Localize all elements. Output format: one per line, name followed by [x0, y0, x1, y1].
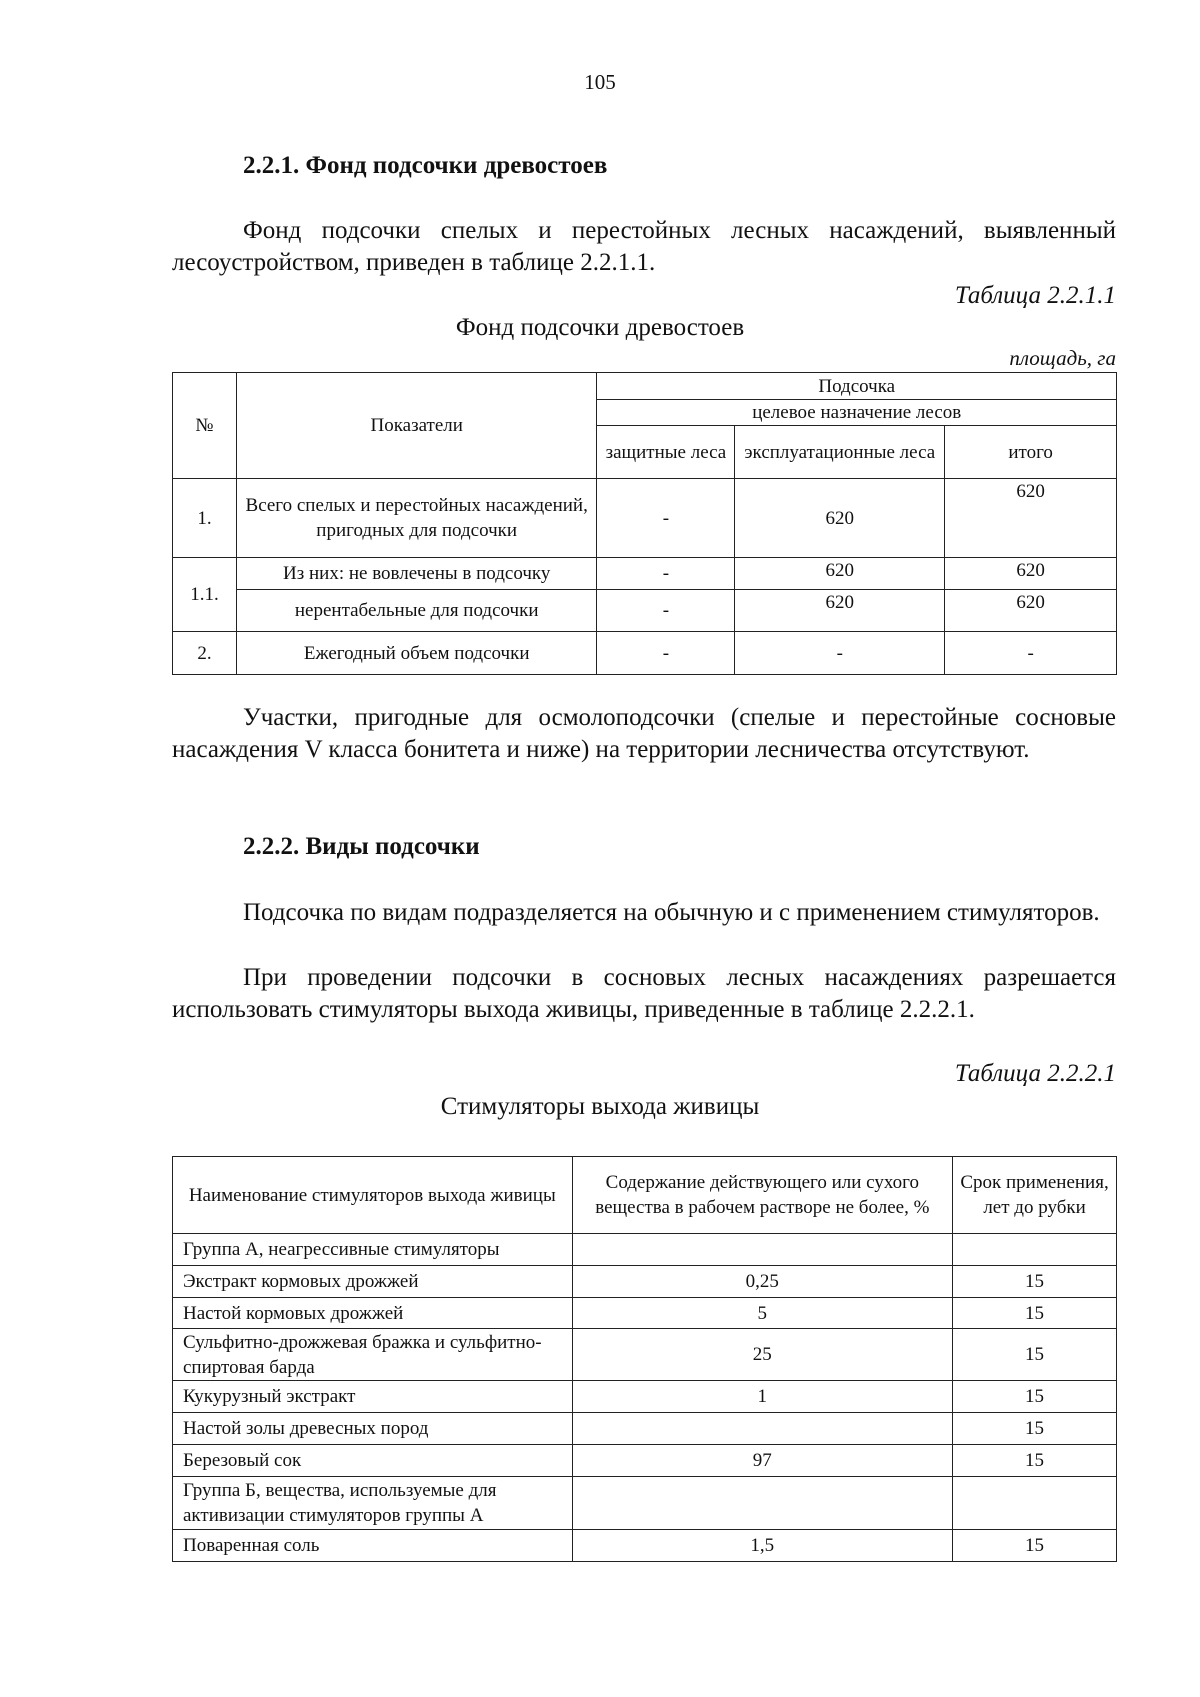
section-heading-2-2-1: 2.2.1. Фонд подсочки древостоев [243, 152, 608, 179]
header-content: Содержание действующего или сухого вещества в рабочем растворе не более, % [572, 1157, 953, 1234]
row-num: 1.1. [173, 558, 237, 632]
header-tapping: Подсочка [597, 373, 1117, 400]
row-total: 620 [945, 558, 1117, 590]
row-num: 2. [173, 632, 237, 675]
table-label-2-2-1-1: Таблица 2.2.1.1 [954, 282, 1116, 309]
row-protective: - [597, 632, 735, 675]
table-row [173, 558, 1117, 590]
table-row [173, 1445, 1117, 1477]
row-total: 620 [945, 479, 1117, 558]
header-stimulator-name: Наименование стимуляторов выхода живицы [173, 1157, 573, 1234]
table-row [173, 1381, 1117, 1413]
row-name: Кукурузный экстракт [173, 1381, 573, 1413]
resin-tapping-paragraph: Участки, пригодные для осмолоподсочки (спелые и перестойные сосновые насаждения V класса бонитета и ниже) на территории лесничества отсутствуют. [172, 704, 1116, 763]
row-name: Настой золы древесных пород [173, 1413, 573, 1445]
row-term [953, 1234, 1117, 1266]
row-content: 0,25 [572, 1266, 953, 1298]
row-term: 15 [953, 1329, 1117, 1381]
table-row [173, 1266, 1117, 1298]
row-name: Всего спелых и перестойных насаждений, пригодных для подсочки [236, 479, 597, 558]
row-exploitation: 620 [735, 479, 945, 558]
row-name: Группа Б, вещества, используемые для активизации стимуляторов группы А [173, 1477, 573, 1530]
table-row [173, 1234, 1117, 1266]
table-units: площадь, га [1009, 346, 1116, 370]
row-term: 15 [953, 1298, 1117, 1329]
table-row [173, 1477, 1117, 1530]
row-protective: - [597, 479, 735, 558]
row-total: - [945, 632, 1117, 675]
header-total: итого [945, 426, 1117, 479]
table-label-2-2-2-1: Таблица 2.2.2.1 [954, 1060, 1116, 1087]
row-name: Сульфитно-дрожжевая бражка и сульфитно-спиртовая барда [173, 1329, 573, 1381]
row-total: 620 [945, 590, 1117, 632]
stimulators-table [172, 1156, 1117, 1562]
row-term: 15 [953, 1381, 1117, 1413]
row-name: Из них: не вовлечены в подсочку [236, 558, 597, 590]
row-num: 1. [173, 479, 237, 558]
row-name: нерентабельные для подсочки [236, 590, 597, 632]
page-number: 105 [584, 70, 616, 94]
header-indicators: Показатели [236, 373, 597, 479]
header-protective: защитные леса [597, 426, 735, 479]
row-name: Ежегодный объем подсочки [236, 632, 597, 675]
tapping-fund-table [172, 372, 1117, 675]
row-content: 25 [572, 1329, 953, 1381]
intro-paragraph: Фонд подсочки спелых и перестойных лесных насаждений, выявленный лесоустройством, приведен в таблице 2.2.1.1. [172, 217, 1116, 276]
header-exploitation: эксплуатационные леса [735, 426, 945, 479]
row-exploitation: - [735, 632, 945, 675]
row-content: 97 [572, 1445, 953, 1477]
table-row [173, 479, 1117, 558]
row-name: Настой кормовых дрожжей [173, 1298, 573, 1329]
row-term: 15 [953, 1266, 1117, 1298]
table-row [173, 1298, 1117, 1329]
row-protective: - [597, 558, 735, 590]
row-name: Березовый сок [173, 1445, 573, 1477]
row-content [572, 1234, 953, 1266]
row-content: 5 [572, 1298, 953, 1329]
table-title-2: Стимуляторы выхода живицы [440, 1093, 760, 1120]
row-exploitation: 620 [735, 558, 945, 590]
row-term [953, 1477, 1117, 1530]
stimulators-paragraph: При проведении подсочки в сосновых лесных насаждениях разрешается использовать стимуляторы выхода живицы, приведенные в таблице 2.2.2.1. [172, 964, 1116, 1023]
row-protective: - [597, 590, 735, 632]
header-term: Срок применения, лет до рубки [953, 1157, 1117, 1234]
row-term: 15 [953, 1445, 1117, 1477]
table-row [173, 590, 1117, 632]
row-name: Экстракт кормовых дрожжей [173, 1266, 573, 1298]
row-term: 15 [953, 1413, 1117, 1445]
header-num: № [173, 373, 237, 479]
row-name: Поваренная соль [173, 1530, 573, 1562]
tapping-types-paragraph: Подсочка по видам подразделяется на обычную и с применением стимуляторов. [243, 899, 1100, 926]
row-content [572, 1413, 953, 1445]
table-row [173, 1413, 1117, 1445]
table-row [173, 632, 1117, 675]
section-heading-2-2-2: 2.2.2. Виды подсочки [243, 833, 480, 860]
table-title-1: Фонд подсочки древостоев [455, 314, 745, 341]
row-name: Группа А, неагрессивные стимуляторы [173, 1234, 573, 1266]
table-row [173, 1530, 1117, 1562]
row-content: 1,5 [572, 1530, 953, 1562]
table-row [173, 1329, 1117, 1381]
row-content: 1 [572, 1381, 953, 1413]
row-term: 15 [953, 1530, 1117, 1562]
row-content [572, 1477, 953, 1530]
row-exploitation: 620 [735, 590, 945, 632]
header-purpose: целевое назначение лесов [597, 400, 1117, 426]
